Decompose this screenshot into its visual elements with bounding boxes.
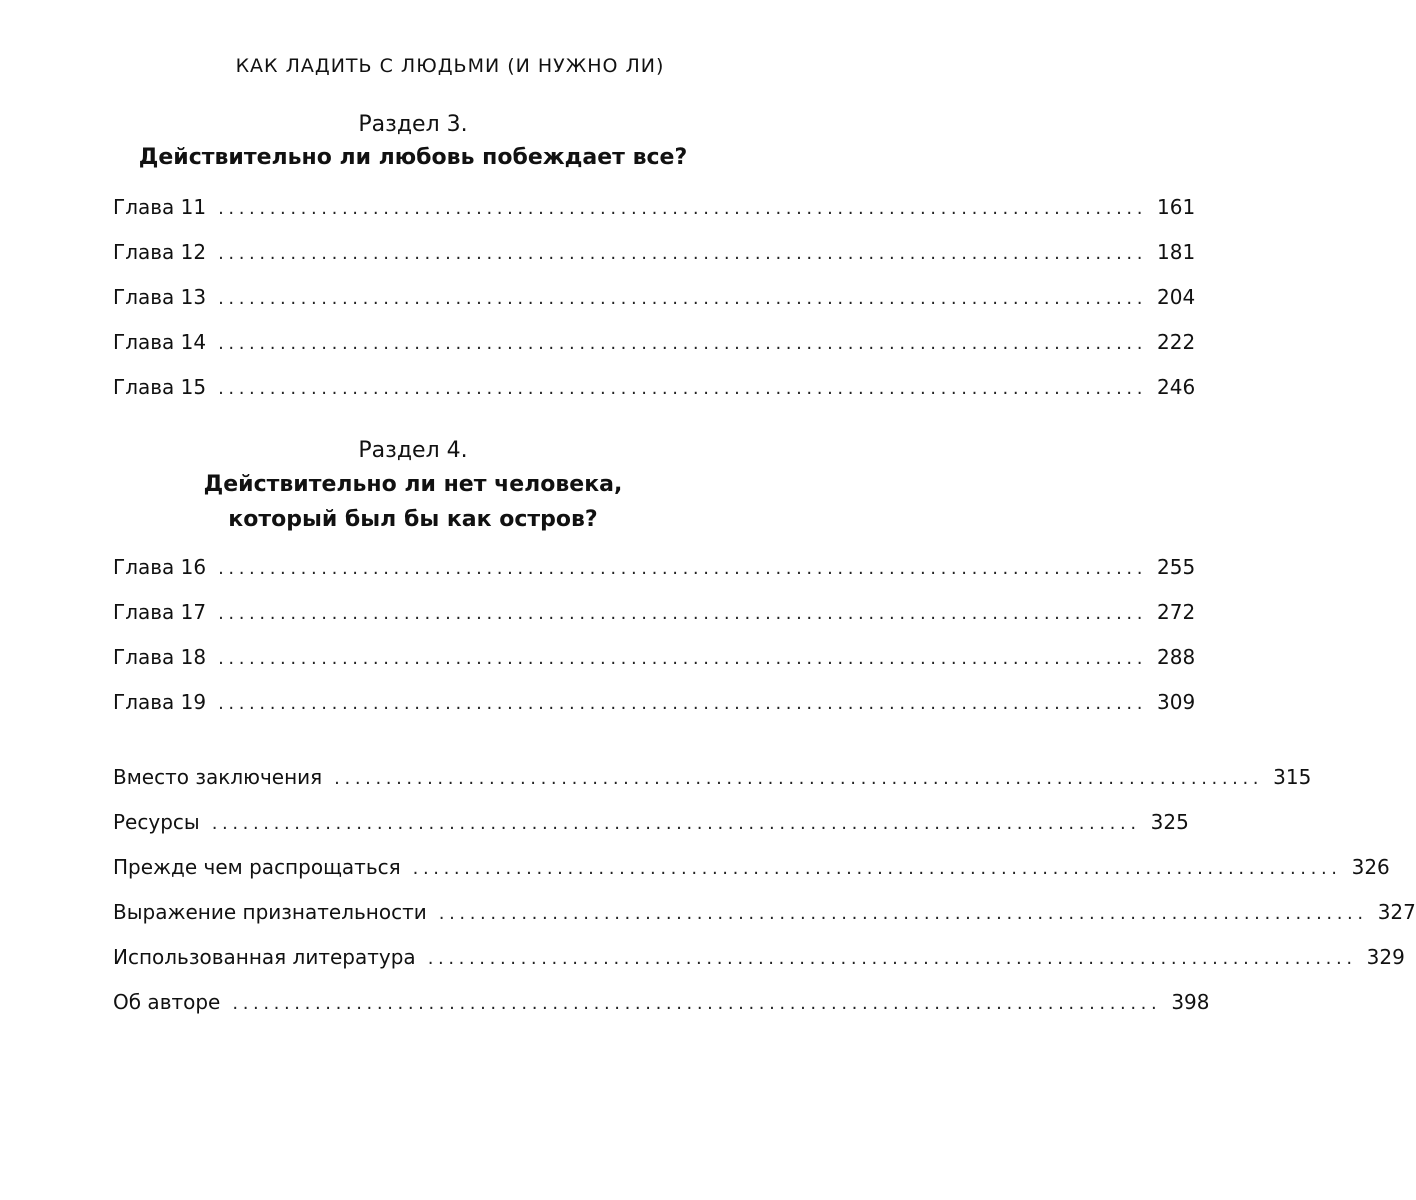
toc-entry-page: 288 bbox=[1157, 645, 1196, 669]
dot-leader: .......................................................................................... bbox=[218, 198, 1148, 219]
toc-entry[interactable] bbox=[113, 942, 1405, 987]
toc-entry[interactable] bbox=[113, 642, 1196, 687]
toc-entry-label: Выражение признательности bbox=[113, 900, 427, 924]
toc-entry-label: Глава 12 bbox=[113, 240, 207, 264]
section-4-title-line-1: Действительно ли нет человека, bbox=[203, 472, 623, 497]
toc-entry[interactable] bbox=[113, 372, 1196, 417]
toc-entry[interactable] bbox=[113, 192, 1196, 237]
toc-entry[interactable] bbox=[113, 237, 1196, 282]
toc-entry-label: Об авторе bbox=[113, 990, 221, 1014]
toc-entry-page: 255 bbox=[1157, 555, 1196, 579]
dot-leader: .......................................................................................... bbox=[218, 243, 1148, 264]
dot-leader: .......................................................................................... bbox=[211, 813, 1141, 834]
toc-entry-label: Глава 11 bbox=[113, 195, 207, 219]
toc-entry-page: 204 bbox=[1157, 285, 1196, 309]
section-3-label: Раздел 3. bbox=[358, 112, 468, 137]
toc-entry[interactable] bbox=[113, 852, 1390, 897]
dot-leader: .......................................................................................... bbox=[412, 858, 1342, 879]
toc-entry-page: 315 bbox=[1273, 765, 1312, 789]
toc-entry-label: Глава 19 bbox=[113, 690, 207, 714]
toc-entry-label: Глава 18 bbox=[113, 645, 207, 669]
toc-entry[interactable] bbox=[113, 552, 1196, 597]
toc-entry-label: Ресурсы bbox=[113, 810, 200, 834]
back-matter-toc bbox=[113, 762, 1416, 1032]
dot-leader: .......................................................................................... bbox=[218, 558, 1148, 579]
dot-leader: .......................................................................................... bbox=[218, 648, 1148, 669]
toc-entry-label: Глава 14 bbox=[113, 330, 207, 354]
toc-entry-label: Вместо заключения bbox=[113, 765, 323, 789]
toc-entry[interactable] bbox=[113, 597, 1196, 642]
running-head: КАК ЛАДИТЬ С ЛЮДЬМИ (И НУЖНО ЛИ) bbox=[235, 55, 665, 77]
toc-entry-label: Прежде чем распрощаться bbox=[113, 855, 401, 879]
toc-entry-label: Глава 16 bbox=[113, 555, 207, 579]
toc-entry-page: 161 bbox=[1157, 195, 1196, 219]
toc-entry-page: 398 bbox=[1171, 990, 1210, 1014]
dot-leader: .......................................................................................... bbox=[218, 378, 1148, 399]
toc-entry-page: 272 bbox=[1157, 600, 1196, 624]
toc-entry-label: Глава 17 bbox=[113, 600, 207, 624]
dot-leader: .......................................................................................... bbox=[218, 288, 1148, 309]
section-3-toc bbox=[113, 192, 1196, 417]
toc-entry-page: 325 bbox=[1150, 810, 1189, 834]
toc-entry-label: Глава 15 bbox=[113, 375, 207, 399]
toc-entry[interactable] bbox=[113, 807, 1189, 852]
dot-leader: .......................................................................................... bbox=[232, 993, 1162, 1014]
toc-entry-label: Использованная литература bbox=[113, 945, 416, 969]
toc-entry[interactable] bbox=[113, 897, 1416, 942]
toc-entry[interactable] bbox=[113, 687, 1196, 732]
dot-leader: .......................................................................................... bbox=[218, 333, 1148, 354]
section-4-toc bbox=[113, 552, 1196, 732]
dot-leader: .......................................................................................... bbox=[438, 903, 1368, 924]
dot-leader: .......................................................................................... bbox=[218, 603, 1148, 624]
section-3-title: Действительно ли любовь побеждает все? bbox=[138, 145, 688, 170]
toc-entry-page: 329 bbox=[1366, 945, 1405, 969]
toc-entry[interactable] bbox=[113, 987, 1210, 1032]
dot-leader: .......................................................................................... bbox=[427, 948, 1357, 969]
toc-entry[interactable] bbox=[113, 762, 1312, 807]
toc-entry-page: 222 bbox=[1157, 330, 1196, 354]
toc-entry-page: 326 bbox=[1351, 855, 1390, 879]
toc-entry-page: 181 bbox=[1157, 240, 1196, 264]
toc-entry-label: Глава 13 bbox=[113, 285, 207, 309]
toc-entry[interactable] bbox=[113, 327, 1196, 372]
dot-leader: .......................................................................................... bbox=[218, 693, 1148, 714]
toc-entry-page: 246 bbox=[1157, 375, 1196, 399]
toc-entry-page: 309 bbox=[1157, 690, 1196, 714]
toc-entry[interactable] bbox=[113, 282, 1196, 327]
section-4-label: Раздел 4. bbox=[358, 438, 468, 463]
dot-leader: .......................................................................................... bbox=[334, 768, 1264, 789]
toc-entry-page: 327 bbox=[1377, 900, 1416, 924]
section-4-title-line-2: который был бы как остров? bbox=[228, 507, 598, 532]
